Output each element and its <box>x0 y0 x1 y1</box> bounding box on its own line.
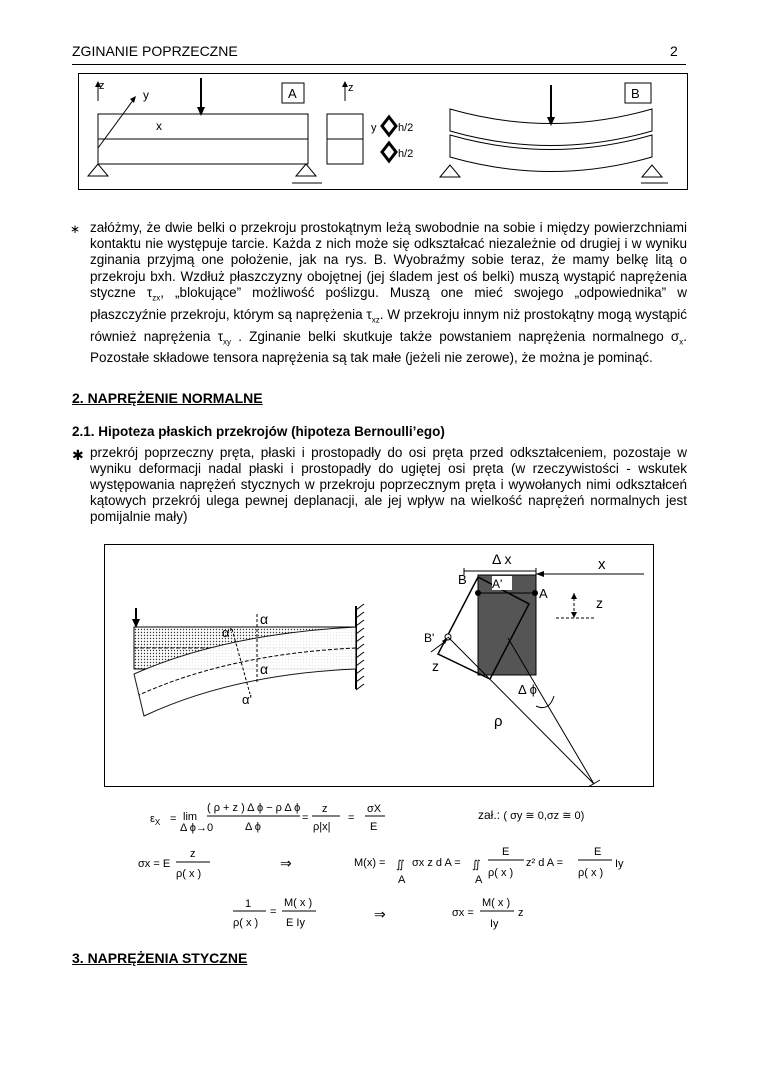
label-b2: B <box>458 572 467 587</box>
figure-beams-a-b <box>78 73 688 191</box>
svg-text:z² d A =: z² d A = <box>526 857 563 869</box>
alpha-bottom: α <box>260 661 269 677</box>
label-rho: ρ <box>494 713 503 730</box>
svg-text:Δ ϕ→0: Δ ϕ→0 <box>180 822 214 834</box>
svg-text:z: z <box>518 907 524 919</box>
diamond-top <box>382 117 396 135</box>
label-b-prime: B' <box>424 631 435 645</box>
svg-text:M( x ): M( x ) <box>284 897 313 909</box>
svg-text:z: z <box>190 848 196 860</box>
svg-text:lim: lim <box>183 811 198 823</box>
cross-section-bottom <box>327 139 363 164</box>
svg-text:εX: $\varepsilon_X$ <box>150 813 161 827</box>
svg-text:ρ|x|: ρ|x| <box>313 821 331 833</box>
formula-curvature <box>228 893 328 940</box>
bullet-star: ✱ <box>72 447 84 463</box>
svg-text:z: z <box>348 82 354 94</box>
z-label: z <box>99 80 105 92</box>
svg-text:1: 1 <box>245 898 252 910</box>
svg-text:σX: σX <box>367 803 382 815</box>
support-right <box>296 164 316 176</box>
label-delta-phi: Δ ϕ <box>518 682 537 697</box>
svg-text:h/2: h/2 <box>398 122 414 134</box>
svg-text:E: E <box>594 846 602 858</box>
header-rule <box>72 64 686 65</box>
beam-a-top <box>98 114 308 139</box>
label-x2: x <box>598 556 606 573</box>
svg-text:( ρ + z ) Δ ϕ − ρ Δ ϕ: ( ρ + z ) Δ ϕ − ρ Δ ϕ <box>207 802 301 814</box>
bullet-symbol: ∗ <box>70 222 81 236</box>
alpha-prime-bottom: α' <box>242 692 252 707</box>
svg-text:=: = <box>270 906 277 918</box>
svg-text:E: E <box>370 821 378 833</box>
figure-bernoulli <box>104 544 654 787</box>
svg-text:y: y <box>371 122 377 134</box>
bernoulli-paragraph: przekrój poprzeczny pręta, płaski i prostopadły do osi pręta przed odkształceniem, pozostaje w wyniku deformacji nadal płaski i prostopadły do ugiętej osi pręta (w rzeczywistości - wskutek występowania naprężeń stycznych w przekroju poprzecznym pręta i wywołanych nimi odkształceń kątowych przekrój ulega pewnej deplanacji, ale jej wpływ na wielkość naprężeń normalnych jest pomijalnie mały) <box>90 445 687 524</box>
svg-text:z: z <box>322 803 328 815</box>
section-3-heading: 3. NAPRĘŻENIA STYCZNE <box>72 950 248 966</box>
label-z-right: z <box>596 595 603 611</box>
y-label: y <box>143 88 149 102</box>
x-label: x <box>156 119 162 133</box>
formula-moment <box>354 843 634 894</box>
svg-text:Iy: Iy <box>490 918 499 930</box>
svg-text:σx =: σx = <box>452 907 474 919</box>
label-z-left: z <box>432 658 439 674</box>
section-2-1-heading: 2.1. Hipoteza płaskich przekrojów (hipoteza Bernoulli’ego) <box>72 424 445 439</box>
formula-assumption: zał.: ( σy ≅ 0,σz ≅ 0) <box>478 808 585 822</box>
svg-text:∬: ∬ <box>396 859 405 871</box>
alpha-prime-top: α' <box>222 625 232 640</box>
alpha-top: α <box>260 611 269 627</box>
svg-text:=: = <box>170 813 177 825</box>
implies-1: ⇒ <box>280 855 292 871</box>
svg-text:∬: ∬ <box>472 859 481 871</box>
svg-text:h/2: h/2 <box>398 148 414 160</box>
page-header-title: ZGINANIE POPRZECZNE <box>72 43 238 59</box>
formula-sigma-final <box>452 893 542 940</box>
formula-strain <box>150 800 400 841</box>
svg-text:M(x) =: M(x) = <box>354 857 386 869</box>
svg-text:A: A <box>398 874 406 886</box>
page-number: 2 <box>670 43 678 59</box>
svg-text:ρ( x ): ρ( x ) <box>578 867 604 879</box>
support-left <box>88 164 108 176</box>
svg-text:=: = <box>302 812 309 824</box>
diamond-bottom <box>382 143 396 161</box>
svg-text:ρ( x ): ρ( x ) <box>233 917 259 929</box>
svg-text:Iy: Iy <box>615 858 624 870</box>
label-b: B <box>631 86 640 101</box>
label-a: A <box>288 86 297 101</box>
beam-a-bottom <box>98 139 308 164</box>
svg-text:ρ( x ): ρ( x ) <box>176 868 202 880</box>
section-2-heading: 2. NAPRĘŻENIE NORMALNE <box>72 390 263 406</box>
svg-text:M( x ): M( x ) <box>482 897 511 909</box>
svg-text:E: E <box>502 846 510 858</box>
svg-text:σx = E: σx = E <box>138 858 171 870</box>
implies-2: ⇒ <box>374 906 386 922</box>
svg-text:A: A <box>475 874 483 886</box>
svg-text:=: = <box>348 812 355 824</box>
cross-section-top <box>327 114 363 139</box>
svg-text:σx z d A =: σx z d A = <box>412 857 461 869</box>
svg-text:Δ ϕ: Δ ϕ <box>245 821 261 833</box>
svg-text:ρ( x ): ρ( x ) <box>488 867 514 879</box>
svg-text:E Iy: E Iy <box>286 917 305 929</box>
label-a2: A <box>539 586 548 601</box>
formula-sigma-x <box>138 845 248 890</box>
label-a-prime: A' <box>492 577 503 591</box>
intro-paragraph: załóżmy, że dwie belki o przekroju prostokątnym leżą swobodnie na sobie i między powierzchniami kontaktu nie występuje tarcie. Każda z nich może się odkształcać niezależnie od drugiej i w wyniku zginania przyjmą one położenie, jak na rys. B. Wyobraźmy sobie teraz, że mamy belkę litą o przekroju bxh. Wzdłuż płaszczyzny obojętnej (jej śladem jest oś belki) muszą wystąpić naprężenia styczne $\tau_{zx}$, „blokujące” możliwość poślizgu. Muszą one mieć swojego „odpowiednika” w płaszczyźnie przekroju, którym są naprężenia $\tau_{xz}$. W przekroju innym niż prostokątny mogą wystąpić również naprężenia $\tau_{xy}$ . Zginanie belki skutkuje także powstaniem naprężenia normalnego $\sigma_x$. Pozostałe składowe tensora naprężenia są tak małe (jeżeli nie zerowe), że można je pominąć. <box>90 220 687 366</box>
label-delta-x: Δ x <box>492 551 512 567</box>
